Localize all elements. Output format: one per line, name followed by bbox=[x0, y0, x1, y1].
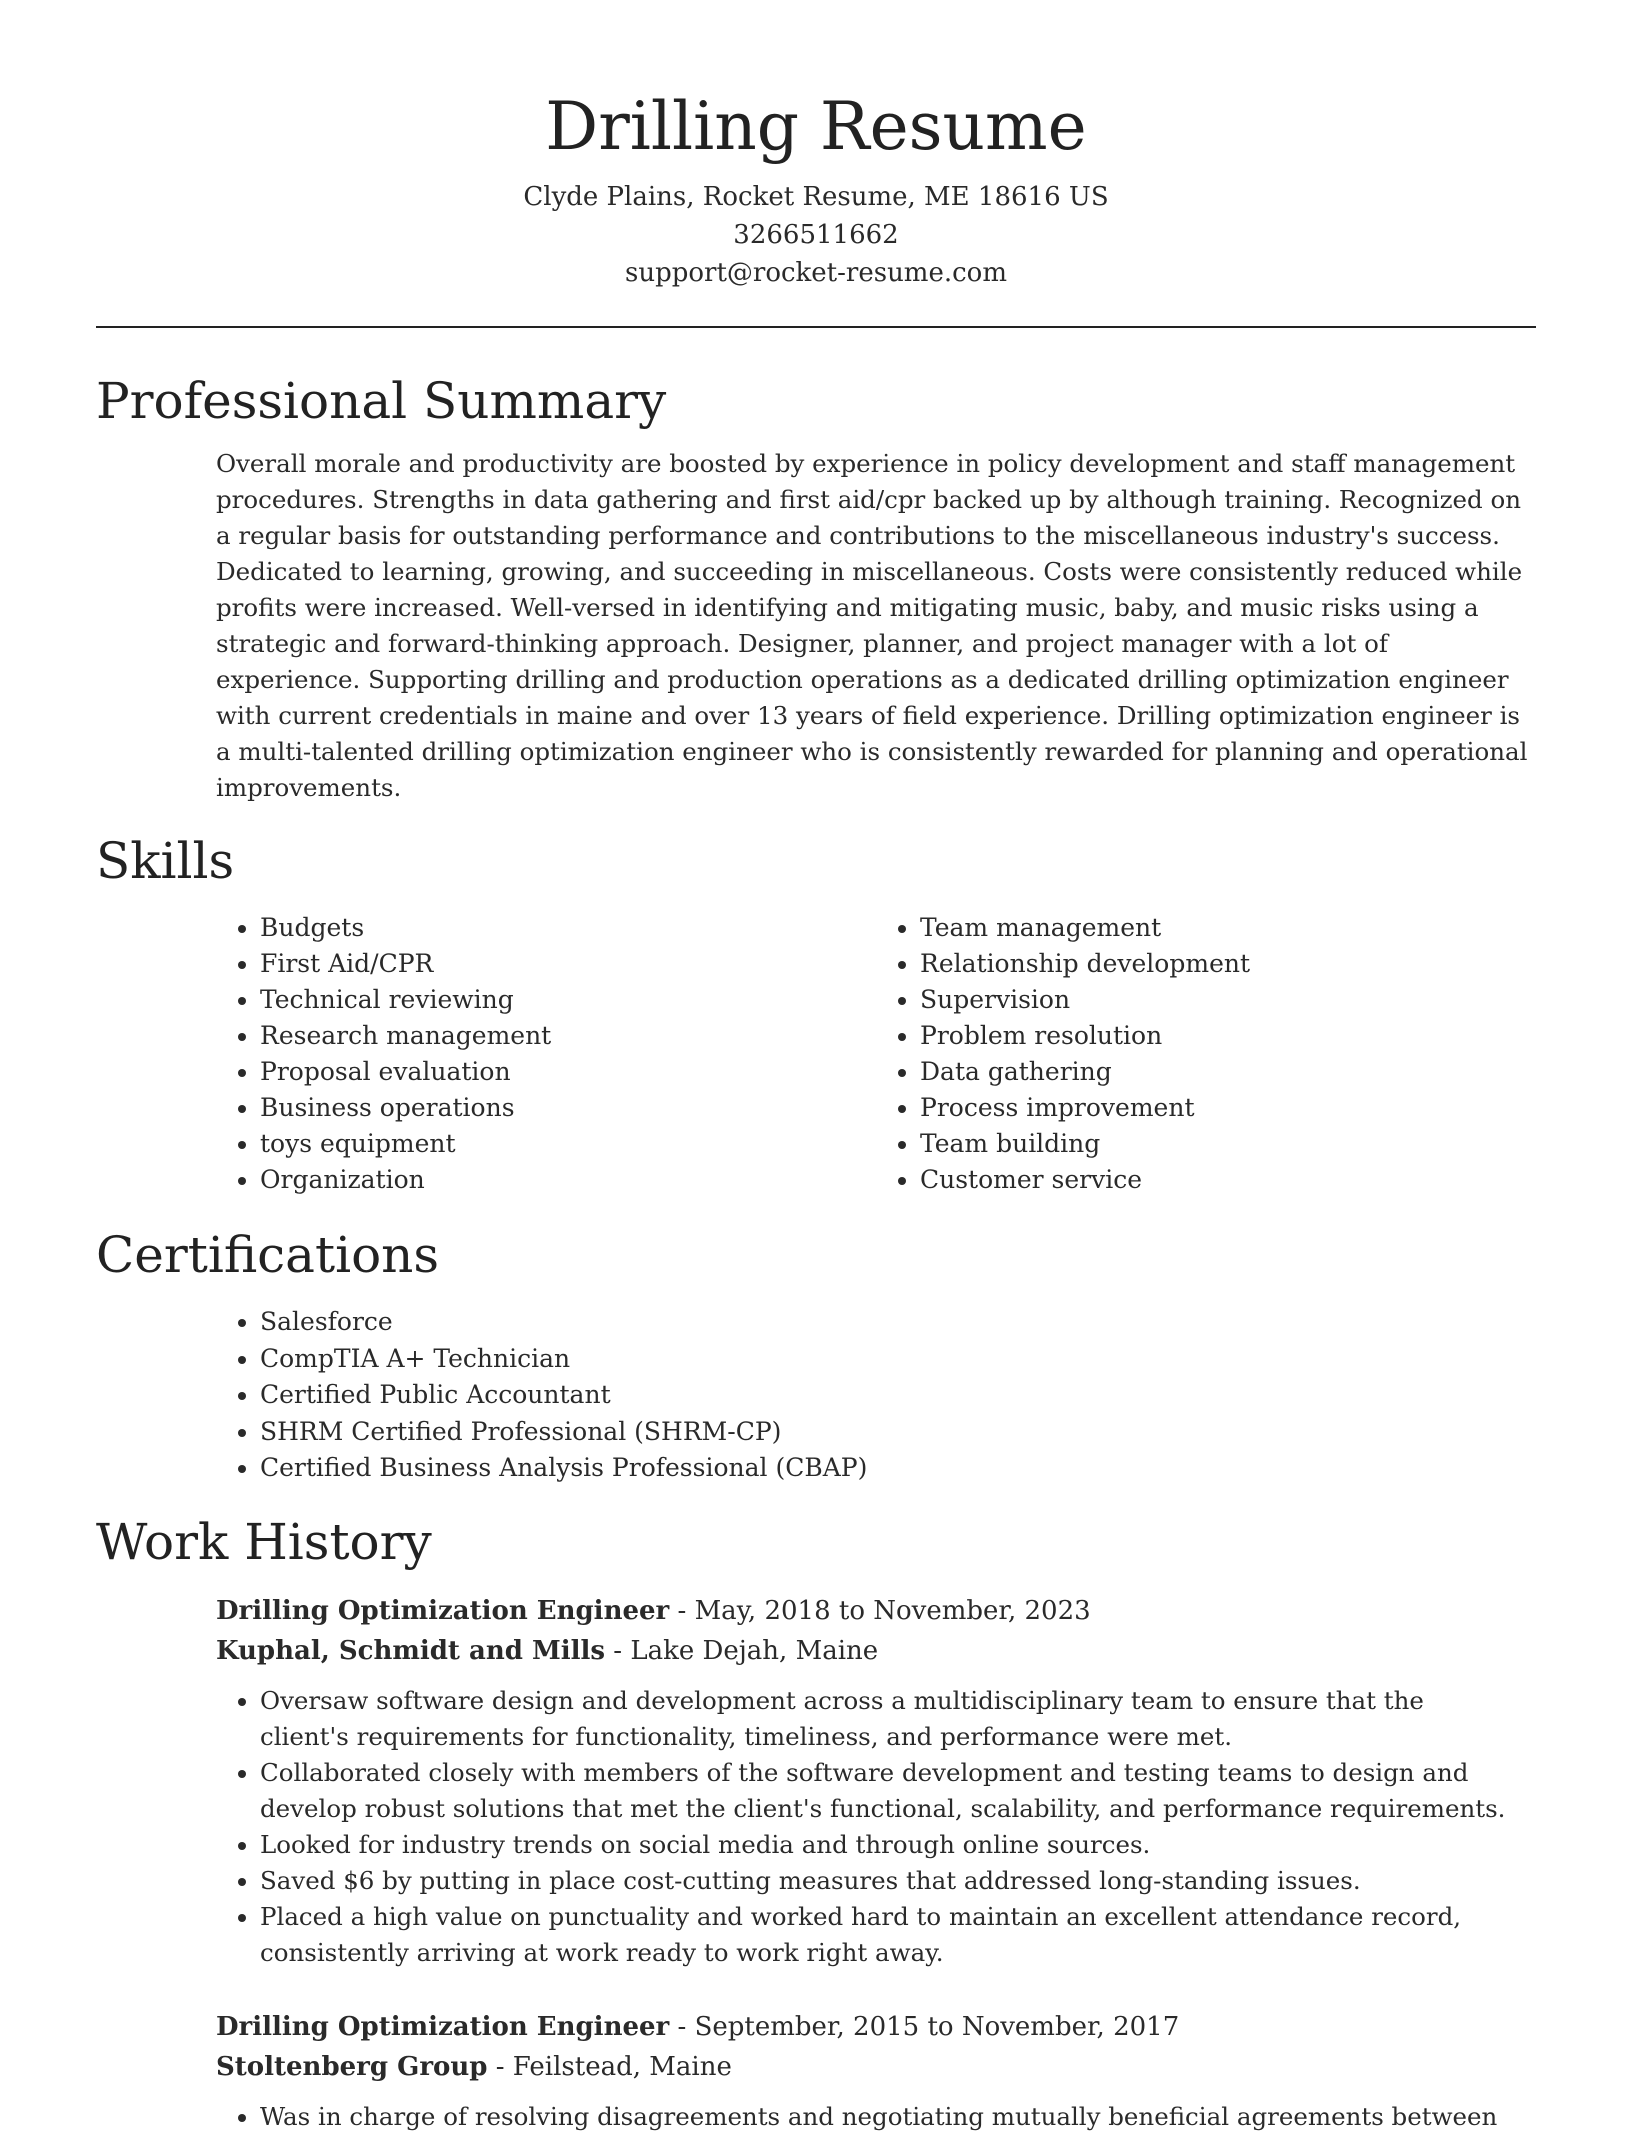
contact-phone: 3266511662 bbox=[733, 220, 899, 250]
skill-item: • Proposal evaluation bbox=[260, 1054, 876, 1090]
skill-item: • Data gathering bbox=[920, 1054, 1536, 1090]
skill-item: • Process improvement bbox=[920, 1090, 1536, 1126]
job-dates: - September, 2015 to November, 2017 bbox=[669, 2011, 1180, 2042]
job-location: - Feilstead, Maine bbox=[487, 2051, 732, 2082]
certification-item: • SHRM Certified Professional (SHRM-CP) bbox=[260, 1414, 1536, 1451]
skill-item: • Relationship development bbox=[920, 946, 1536, 982]
job-company: Stoltenberg Group bbox=[216, 2051, 488, 2082]
job-company: Kuphal, Schmidt and Mills bbox=[216, 1635, 606, 1666]
job-bullet: • Collaborated closely with members of the software development and testing teams to design and develop robust solutions that met the client's functional, scalability, and performance requirements. bbox=[260, 1755, 1536, 1827]
job-entry bbox=[216, 2007, 1536, 2135]
job-bullet: • Was in charge of resolving disagreements and negotiating mutually beneficial agreements between bbox=[260, 2099, 1536, 2135]
skill-item: • Supervision bbox=[920, 982, 1536, 1018]
contact-address: Clyde Plains, Rocket Resume, ME 18616 US bbox=[523, 182, 1109, 212]
resume-title: Drilling Resume bbox=[545, 88, 1087, 165]
work-history-heading: Work History bbox=[96, 1512, 432, 1571]
header-divider bbox=[96, 326, 1536, 328]
job-entry bbox=[216, 1591, 1536, 1971]
resume-page bbox=[96, 0, 1536, 2135]
certification-item: • Certified Public Accountant bbox=[260, 1377, 1536, 1414]
resume-header bbox=[96, 0, 1536, 292]
job-company-line bbox=[216, 2047, 1536, 2087]
job-location: - Lake Dejah, Maine bbox=[605, 1635, 879, 1666]
job-title-line bbox=[216, 1591, 1536, 1631]
skill-item: • Problem resolution bbox=[920, 1018, 1536, 1054]
skills-heading: Skills bbox=[96, 832, 235, 890]
skills-grid bbox=[216, 910, 1536, 1198]
skill-item: • Customer service bbox=[920, 1162, 1536, 1198]
skill-item: • Business operations bbox=[260, 1090, 876, 1126]
skills-right-column bbox=[876, 910, 1536, 1198]
skill-item: • Research management bbox=[260, 1018, 876, 1054]
skill-item: • First Aid/CPR bbox=[260, 946, 876, 982]
certifications-heading: Certifications bbox=[96, 1226, 440, 1284]
job-company-line bbox=[216, 1631, 1536, 1671]
job-bullet: • Looked for industry trends on social media and through online sources. bbox=[260, 1827, 1536, 1863]
summary-heading: Professional Summary bbox=[96, 372, 667, 430]
job-position: Drilling Optimization Engineer bbox=[216, 2011, 670, 2042]
job-responsibilities bbox=[216, 2099, 1536, 2135]
job-bullet: • Saved $6 by putting in place cost-cutting measures that addressed long-standing issues. bbox=[260, 1863, 1536, 1899]
skill-item: • Budgets bbox=[260, 910, 876, 946]
skills-left-column bbox=[216, 910, 876, 1198]
certification-item: • CompTIA A+ Technician bbox=[260, 1341, 1536, 1378]
job-title-line bbox=[216, 2007, 1536, 2047]
job-bullet: • Placed a high value on punctuality and worked hard to maintain an excellent attendance record, consistently arriving at work ready to work right away. bbox=[260, 1899, 1536, 1971]
summary-text: Overall morale and productivity are boosted by experience in policy development and staff management procedures. Strengths in data gathering and first aid/cpr backed up by although training. Recognized on a regular basis for outstanding performance and contributions to the miscellaneous industry's success. Dedicated to learning, growing, and succeeding in miscellaneous. Costs were consistently reduced while profits were increased. Well-versed in identifying and mitigating music, baby, and music risks using a strategic and forward-thinking approach. Designer, planner, and project manager with a lot of experience. Supporting drilling and production operations as a dedicated drilling optimization engineer with current credentials in maine and over 13 years of field experience. Drilling optimization engineer is a multi-talented drilling optimization engineer who is consistently rewarded for planning and operational improvements. bbox=[216, 449, 1528, 802]
job-responsibilities bbox=[216, 1683, 1536, 1971]
job-position: Drilling Optimization Engineer bbox=[216, 1595, 670, 1626]
certification-item: • Salesforce bbox=[260, 1304, 1536, 1341]
skill-item: • Organization bbox=[260, 1162, 876, 1198]
skill-item: • toys equipment bbox=[260, 1126, 876, 1162]
skill-item: • Team building bbox=[920, 1126, 1536, 1162]
skill-item: • Team management bbox=[920, 910, 1536, 946]
certification-item: • Certified Business Analysis Professional (CBAP) bbox=[260, 1450, 1536, 1487]
job-bullet: • Oversaw software design and development across a multidisciplinary team to ensure that the client's requirements for functionality, timeliness, and performance were met. bbox=[260, 1683, 1536, 1755]
job-dates: - May, 2018 to November, 2023 bbox=[669, 1595, 1091, 1626]
skill-item: • Technical reviewing bbox=[260, 982, 876, 1018]
contact-email: support@rocket-resume.com bbox=[624, 258, 1007, 288]
certifications-list bbox=[216, 1304, 1536, 1487]
